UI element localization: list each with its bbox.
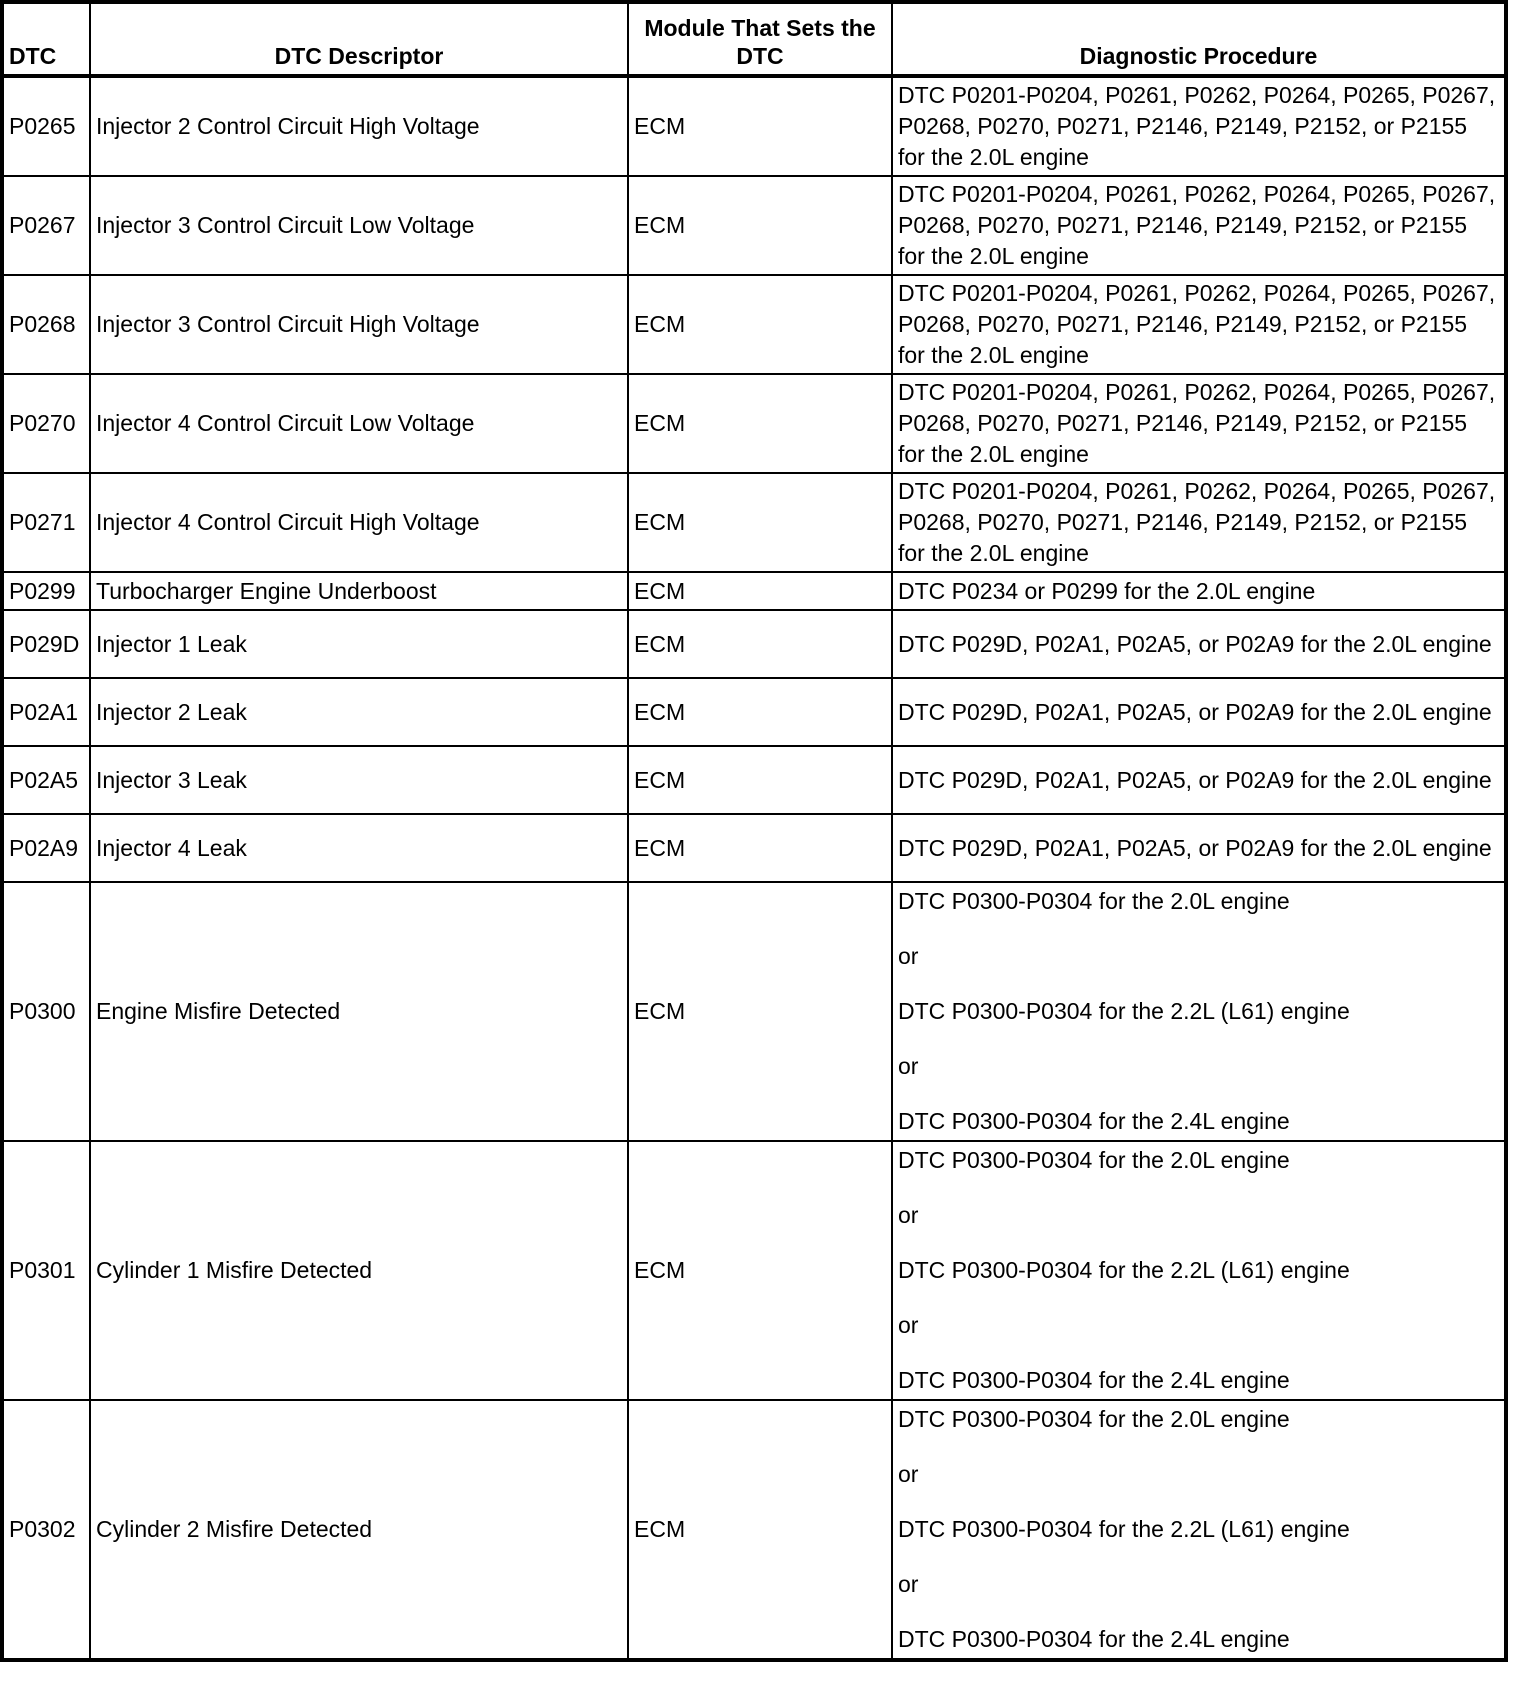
table-row (3, 374, 1505, 473)
table-body (3, 76, 1505, 1659)
procedure-line: or (898, 1312, 919, 1338)
cell-dtc: P0270 (3, 374, 90, 473)
cell-procedure (892, 610, 1505, 678)
procedure-line: DTC P0300-P0304 for the 2.0L engine (898, 1147, 1290, 1173)
procedure-line: DTC P029D, P02A1, P02A5, or P02A9 for the 2.0L engine (898, 698, 1492, 725)
cell-procedure (892, 275, 1505, 374)
cell-descriptor: Injector 4 Control Circuit High Voltage (90, 473, 628, 572)
paragraph-gap (898, 1231, 1499, 1255)
table-row (3, 473, 1505, 572)
paragraph-gap (898, 1600, 1499, 1624)
cell-procedure (892, 473, 1505, 572)
cell-module: ECM (628, 374, 892, 473)
header-procedure: Diagnostic Procedure (892, 3, 1505, 76)
cell-module: ECM (628, 1400, 892, 1659)
procedure-line: DTC P0201-P0204, P0261, P0262, P0264, P0265, P0267, P0268, P0270, P0271, P2146, P2149, P2152, or P2155 for the 2.0L engine (898, 379, 1496, 467)
procedure-line: DTC P0300-P0304 for the 2.4L engine (898, 1367, 1290, 1393)
procedure-line: DTC P0300-P0304 for the 2.0L engine (898, 1406, 1290, 1432)
procedure-line: DTC P0300-P0304 for the 2.4L engine (898, 1108, 1290, 1134)
paragraph-gap (898, 1176, 1499, 1200)
cell-descriptor: Injector 4 Leak (90, 814, 628, 882)
procedure-line: DTC P0201-P0204, P0261, P0262, P0264, P0265, P0267, P0268, P0270, P0271, P2146, P2149, P2152, or P2155 for the 2.0L engine (898, 478, 1496, 566)
cell-dtc: P02A5 (3, 746, 90, 814)
cell-module: ECM (628, 678, 892, 746)
cell-dtc: P0300 (3, 882, 90, 1141)
paragraph-gap (898, 1545, 1499, 1569)
cell-module: ECM (628, 76, 892, 176)
cell-procedure (892, 1400, 1505, 1659)
table-row (3, 882, 1505, 1141)
procedure-line: DTC P0300-P0304 for the 2.2L (L61) engine (898, 1257, 1350, 1283)
cell-module: ECM (628, 176, 892, 275)
procedure-line: or (898, 1571, 919, 1597)
cell-descriptor: Injector 1 Leak (90, 610, 628, 678)
procedure-line: DTC P029D, P02A1, P02A5, or P02A9 for the 2.0L engine (898, 834, 1492, 861)
paragraph-gap (898, 972, 1499, 996)
cell-dtc: P0265 (3, 76, 90, 176)
table-row (3, 610, 1505, 678)
cell-descriptor: Injector 3 Control Circuit High Voltage (90, 275, 628, 374)
cell-descriptor: Cylinder 2 Misfire Detected (90, 1400, 628, 1659)
table-row (3, 678, 1505, 746)
paragraph-gap (898, 917, 1499, 941)
cell-module: ECM (628, 746, 892, 814)
cell-dtc: P0302 (3, 1400, 90, 1659)
procedure-line: DTC P0300-P0304 for the 2.0L engine (898, 888, 1290, 914)
dtc-table (2, 2, 1506, 1660)
paragraph-gap (898, 1027, 1499, 1051)
procedure-line: DTC P0201-P0204, P0261, P0262, P0264, P0265, P0267, P0268, P0270, P0271, P2146, P2149, P2152, or P2155 for the 2.0L engine (898, 181, 1496, 269)
cell-module: ECM (628, 610, 892, 678)
cell-descriptor: Injector 2 Control Circuit High Voltage (90, 76, 628, 176)
cell-dtc: P0271 (3, 473, 90, 572)
table-row (3, 746, 1505, 814)
paragraph-gap (898, 1286, 1499, 1310)
cell-descriptor: Turbocharger Engine Underboost (90, 572, 628, 610)
table-row (3, 76, 1505, 176)
cell-procedure (892, 678, 1505, 746)
cell-descriptor: Injector 3 Leak (90, 746, 628, 814)
cell-module: ECM (628, 275, 892, 374)
cell-descriptor: Engine Misfire Detected (90, 882, 628, 1141)
table-row (3, 176, 1505, 275)
procedure-line: DTC P0300-P0304 for the 2.2L (L61) engine (898, 1516, 1350, 1542)
cell-module: ECM (628, 1141, 892, 1400)
cell-dtc: P02A9 (3, 814, 90, 882)
procedure-line: DTC P0234 or P0299 for the 2.0L engine (898, 577, 1316, 604)
cell-module: ECM (628, 814, 892, 882)
paragraph-gap (898, 1341, 1499, 1365)
cell-procedure (892, 176, 1505, 275)
cell-procedure (892, 882, 1505, 1141)
header-descriptor: DTC Descriptor (90, 3, 628, 76)
paragraph-gap (898, 1082, 1499, 1106)
table-row (3, 275, 1505, 374)
procedure-line: DTC P0300-P0304 for the 2.2L (L61) engine (898, 998, 1350, 1024)
procedure-line: DTC P0201-P0204, P0261, P0262, P0264, P0265, P0267, P0268, P0270, P0271, P2146, P2149, P2152, or P2155 for the 2.0L engine (898, 280, 1496, 368)
cell-descriptor: Injector 3 Control Circuit Low Voltage (90, 176, 628, 275)
paragraph-gap (898, 1490, 1499, 1514)
cell-procedure (892, 746, 1505, 814)
paragraph-gap (898, 1435, 1499, 1459)
procedure-line: or (898, 1202, 919, 1228)
table-row (3, 1141, 1505, 1400)
header-module: Module That Sets the DTC (628, 3, 892, 76)
procedure-line: DTC P0300-P0304 for the 2.4L engine (898, 1626, 1290, 1652)
cell-dtc: P0301 (3, 1141, 90, 1400)
cell-module: ECM (628, 572, 892, 610)
table-row (3, 814, 1505, 882)
cell-module: ECM (628, 473, 892, 572)
cell-descriptor: Injector 2 Leak (90, 678, 628, 746)
cell-procedure (892, 1141, 1505, 1400)
cell-dtc: P029D (3, 610, 90, 678)
procedure-line: or (898, 943, 919, 969)
procedure-line: or (898, 1053, 919, 1079)
cell-dtc: P0267 (3, 176, 90, 275)
cell-procedure (892, 572, 1505, 610)
cell-procedure (892, 374, 1505, 473)
cell-dtc: P0268 (3, 275, 90, 374)
procedure-line: DTC P0201-P0204, P0261, P0262, P0264, P0265, P0267, P0268, P0270, P0271, P2146, P2149, P2152, or P2155 for the 2.0L engine (898, 82, 1496, 170)
procedure-line: DTC P029D, P02A1, P02A5, or P02A9 for the 2.0L engine (898, 630, 1492, 657)
cell-dtc: P02A1 (3, 678, 90, 746)
cell-procedure (892, 814, 1505, 882)
cell-procedure (892, 76, 1505, 176)
table-row (3, 572, 1505, 610)
procedure-line: DTC P029D, P02A1, P02A5, or P02A9 for the 2.0L engine (898, 766, 1492, 793)
cell-dtc: P0299 (3, 572, 90, 610)
table-header-row (3, 3, 1505, 76)
table-row (3, 1400, 1505, 1659)
cell-module: ECM (628, 882, 892, 1141)
header-dtc: DTC (3, 3, 90, 76)
cell-descriptor: Cylinder 1 Misfire Detected (90, 1141, 628, 1400)
procedure-line: or (898, 1461, 919, 1487)
cell-descriptor: Injector 4 Control Circuit Low Voltage (90, 374, 628, 473)
